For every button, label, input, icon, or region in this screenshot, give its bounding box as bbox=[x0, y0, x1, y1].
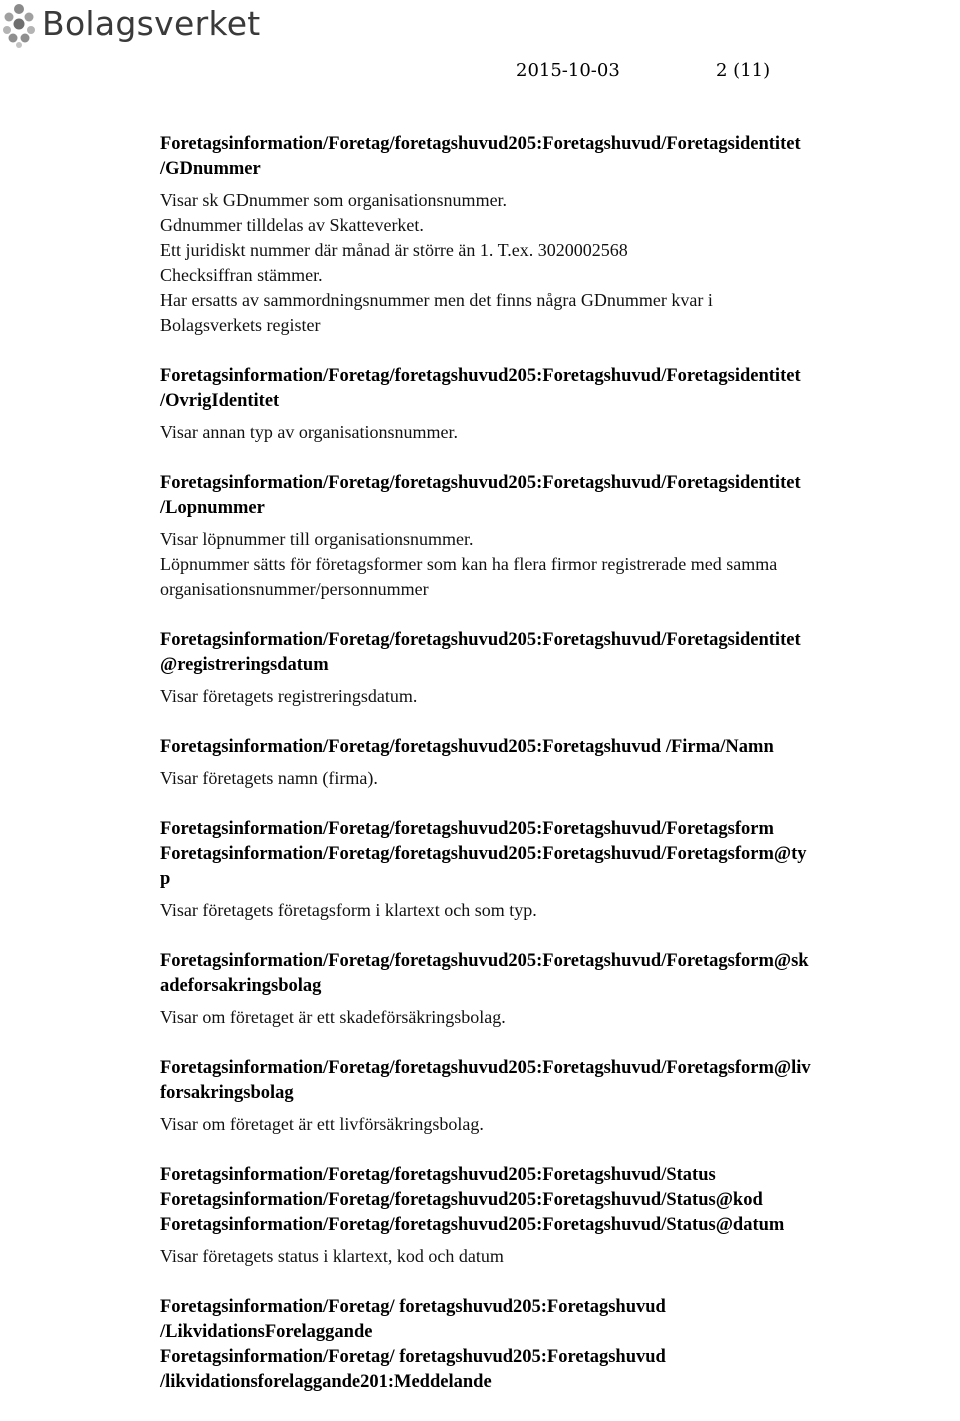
field-section bbox=[160, 364, 958, 445]
field-path-heading: Foretagsinformation/Foretag/foretagshuvud205:Foretagshuvud/Foretagsform bbox=[160, 819, 774, 839]
bolagsverket-logo bbox=[0, 0, 261, 50]
field-path-heading: Foretagsinformation/Foretag/foretagshuvud205:Foretagshuvud/Foretagsidentitet bbox=[160, 134, 801, 154]
field-path-heading: adeforsakringsbolag bbox=[160, 976, 322, 996]
field-path-heading: /OvrigIdentitet bbox=[160, 391, 280, 411]
field-path-heading: Foretagsinformation/Foretag/foretagshuvud205:Foretagshuvud/Foretagsform@liv bbox=[160, 1058, 811, 1078]
page-number: 2 (11) bbox=[716, 60, 771, 81]
field-path-heading: p bbox=[160, 869, 171, 889]
field-section bbox=[160, 132, 958, 338]
field-path-heading: Foretagsinformation/Foretag/foretagshuvud205:Foretagshuvud /Firma/Namn bbox=[160, 737, 774, 757]
field-description: Visar företagets företagsform i klartext och som typ. bbox=[160, 900, 537, 920]
field-section bbox=[160, 471, 958, 602]
field-path-heading: Foretagsinformation/Foretag/foretagshuvud205:Foretagshuvud/Status@datum bbox=[160, 1215, 785, 1235]
field-description: Ett juridiskt nummer där månad är större än 1. T.ex. 3020002568 bbox=[160, 240, 628, 260]
field-path-heading: /LikvidationsForelaggande bbox=[160, 1322, 373, 1342]
field-path-heading: /Lopnummer bbox=[160, 498, 265, 518]
field-description: Visar företagets status i klartext, kod och datum bbox=[160, 1246, 504, 1266]
field-section bbox=[160, 1295, 958, 1395]
field-description: organisationsnummer/personnummer bbox=[160, 579, 429, 599]
field-path-heading: /GDnummer bbox=[160, 159, 261, 179]
field-path-heading: forsakringsbolag bbox=[160, 1083, 294, 1103]
field-path-heading: Foretagsinformation/Foretag/ foretagshuvud205:Foretagshuvud bbox=[160, 1347, 666, 1367]
field-path-heading: Foretagsinformation/Foretag/foretagshuvud205:Foretagshuvud/Status@kod bbox=[160, 1190, 763, 1210]
field-description: Visar löpnummer till organisationsnummer. bbox=[160, 529, 474, 549]
field-description: Visar annan typ av organisationsnummer. bbox=[160, 422, 459, 442]
field-description: Visar om företaget är ett skadeförsäkringsbolag. bbox=[160, 1007, 506, 1027]
field-path-heading: Foretagsinformation/Foretag/foretagshuvud205:Foretagshuvud/Foretagsform@sk bbox=[160, 951, 809, 971]
field-description: Bolagsverkets register bbox=[160, 315, 321, 335]
brand-name: Bolagsverket bbox=[42, 3, 261, 43]
field-description: Har ersatts av sammordningsnummer men det finns några GDnummer kvar i bbox=[160, 290, 713, 310]
field-description: Gdnummer tilldelas av Skatteverket. bbox=[160, 215, 424, 235]
field-description: Visar om företaget är ett livförsäkringsbolag. bbox=[160, 1114, 484, 1134]
document-date: 2015-10-03 bbox=[516, 60, 620, 81]
field-section bbox=[160, 1056, 958, 1137]
field-section bbox=[160, 735, 958, 791]
field-section bbox=[160, 949, 958, 1030]
field-description: Löpnummer sätts för företagsformer som kan ha flera firmor registrerade med samma bbox=[160, 554, 778, 574]
field-path-heading: Foretagsinformation/Foretag/foretagshuvud205:Foretagshuvud/Foretagsform@ty bbox=[160, 844, 807, 864]
field-description: Visar företagets namn (firma). bbox=[160, 768, 378, 788]
document-body bbox=[160, 132, 958, 1421]
field-path-heading: Foretagsinformation/Foretag/foretagshuvud205:Foretagshuvud/Foretagsidentitet bbox=[160, 473, 801, 493]
field-path-heading: Foretagsinformation/Foretag/foretagshuvud205:Foretagshuvud/Foretagsidentitet bbox=[160, 630, 801, 650]
field-path-heading: Foretagsinformation/Foretag/ foretagshuvud205:Foretagshuvud bbox=[160, 1297, 666, 1317]
field-path-heading: /likvidationsforelaggande201:Meddelande bbox=[160, 1372, 492, 1392]
field-path-heading: Foretagsinformation/Foretag/foretagshuvud205:Foretagshuvud/Foretagsidentitet bbox=[160, 366, 801, 386]
field-section bbox=[160, 1163, 958, 1269]
field-description: Visar företagets registreringsdatum. bbox=[160, 686, 418, 706]
field-section bbox=[160, 628, 958, 709]
field-description: Checksiffran stämmer. bbox=[160, 265, 323, 285]
field-description: Visar sk GDnummer som organisationsnummer. bbox=[160, 190, 508, 210]
field-section bbox=[160, 817, 958, 923]
field-path-heading: @registreringsdatum bbox=[160, 655, 329, 675]
bolagsverket-dots-logo-icon bbox=[0, 2, 38, 48]
field-path-heading: Foretagsinformation/Foretag/foretagshuvud205:Foretagshuvud/Status bbox=[160, 1165, 716, 1185]
